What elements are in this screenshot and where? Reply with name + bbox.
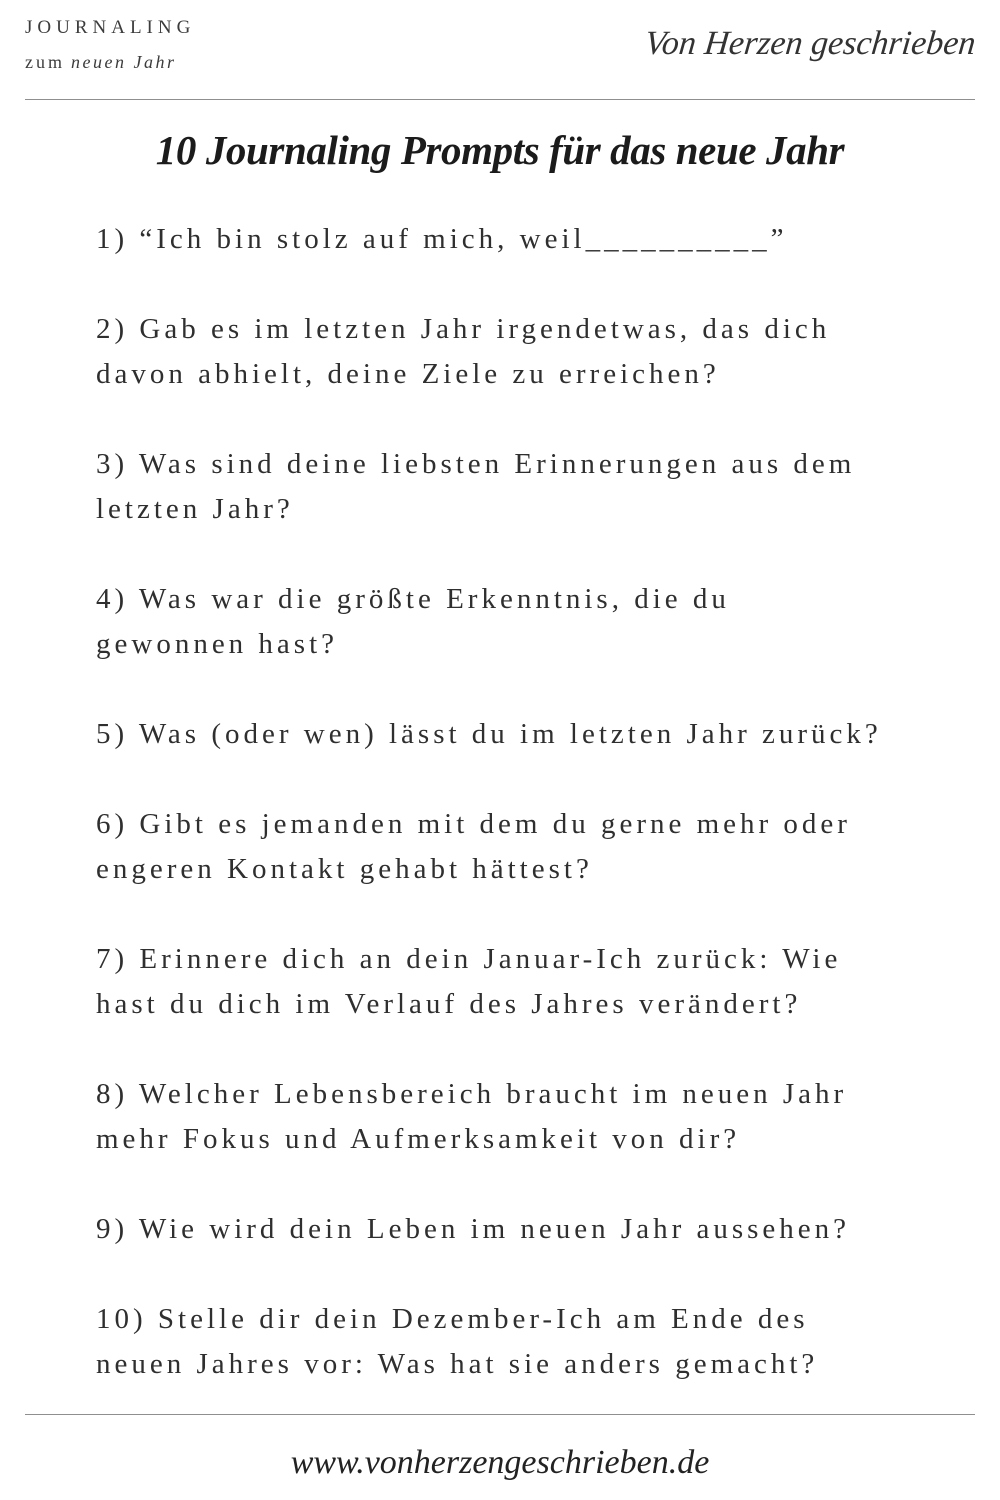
prompt-line: 8) Welcher Lebensbereich braucht im neuen Jahr (96, 1078, 848, 1110)
prompt-line: 7) Erinnere dich an dein Januar-Ich zurück: Wie (96, 943, 842, 975)
prompt-5 (96, 712, 976, 757)
page-title: 10 Journaling Prompts für das neue Jahr (155, 127, 845, 173)
top-divider (25, 99, 975, 100)
prompt-3 (96, 442, 976, 532)
prompt-line: engeren Kontakt gehabt hättest? (96, 853, 593, 885)
prompt-line: 5) Was (oder wen) lässt du im letzten Jahr zurück? (96, 718, 882, 750)
prompt-2 (96, 307, 976, 397)
script-logo: Von Herzen geschrieben (642, 25, 977, 62)
bottom-divider (25, 1414, 975, 1415)
prompt-line: hast du dich im Verlauf des Jahres verändert? (96, 988, 802, 1020)
brand-sublabel-italic: neuen Jahr (71, 52, 177, 72)
prompt-line: davon abhielt, deine Ziele zu erreichen? (96, 358, 720, 390)
prompt-line: 2) Gab es im letzten Jahr irgendetwas, das dich (96, 313, 831, 345)
brand-label: JOURNALING (25, 17, 196, 38)
prompt-line: 10) Stelle dir dein Dezember-Ich am Ende des (96, 1303, 809, 1335)
prompt-8 (96, 1072, 976, 1162)
prompt-1 (96, 217, 976, 262)
prompt-line: gewonnen hast? (96, 628, 339, 660)
prompt-10 (96, 1297, 976, 1387)
prompt-line: 6) Gibt es jemanden mit dem du gerne mehr oder (96, 808, 851, 840)
prompt-9 (96, 1207, 976, 1252)
prompt-6 (96, 802, 976, 892)
prompt-7 (96, 937, 976, 1027)
brand-sublabel (25, 51, 176, 73)
prompt-line: 9) Wie wird dein Leben im neuen Jahr aussehen? (96, 1213, 851, 1245)
brand-sublabel-regular: zum (25, 52, 65, 72)
prompt-line: 4) Was war die größte Erkenntnis, die du (96, 583, 730, 615)
prompt-line: letzten Jahr? (96, 493, 294, 525)
prompt-4 (96, 577, 976, 667)
prompt-line: mehr Fokus und Aufmerksamkeit von dir? (96, 1123, 741, 1155)
prompt-line: 1) “Ich bin stolz auf mich, weil__________” (96, 223, 788, 255)
prompt-list (96, 217, 976, 1432)
prompt-line: 3) Was sind deine liebsten Erinnerungen aus dem (96, 448, 856, 480)
footer-website-url: www.vonherzengeschrieben.de (290, 1444, 710, 1481)
prompt-line: neuen Jahres vor: Was hat sie anders gemacht? (96, 1348, 819, 1380)
